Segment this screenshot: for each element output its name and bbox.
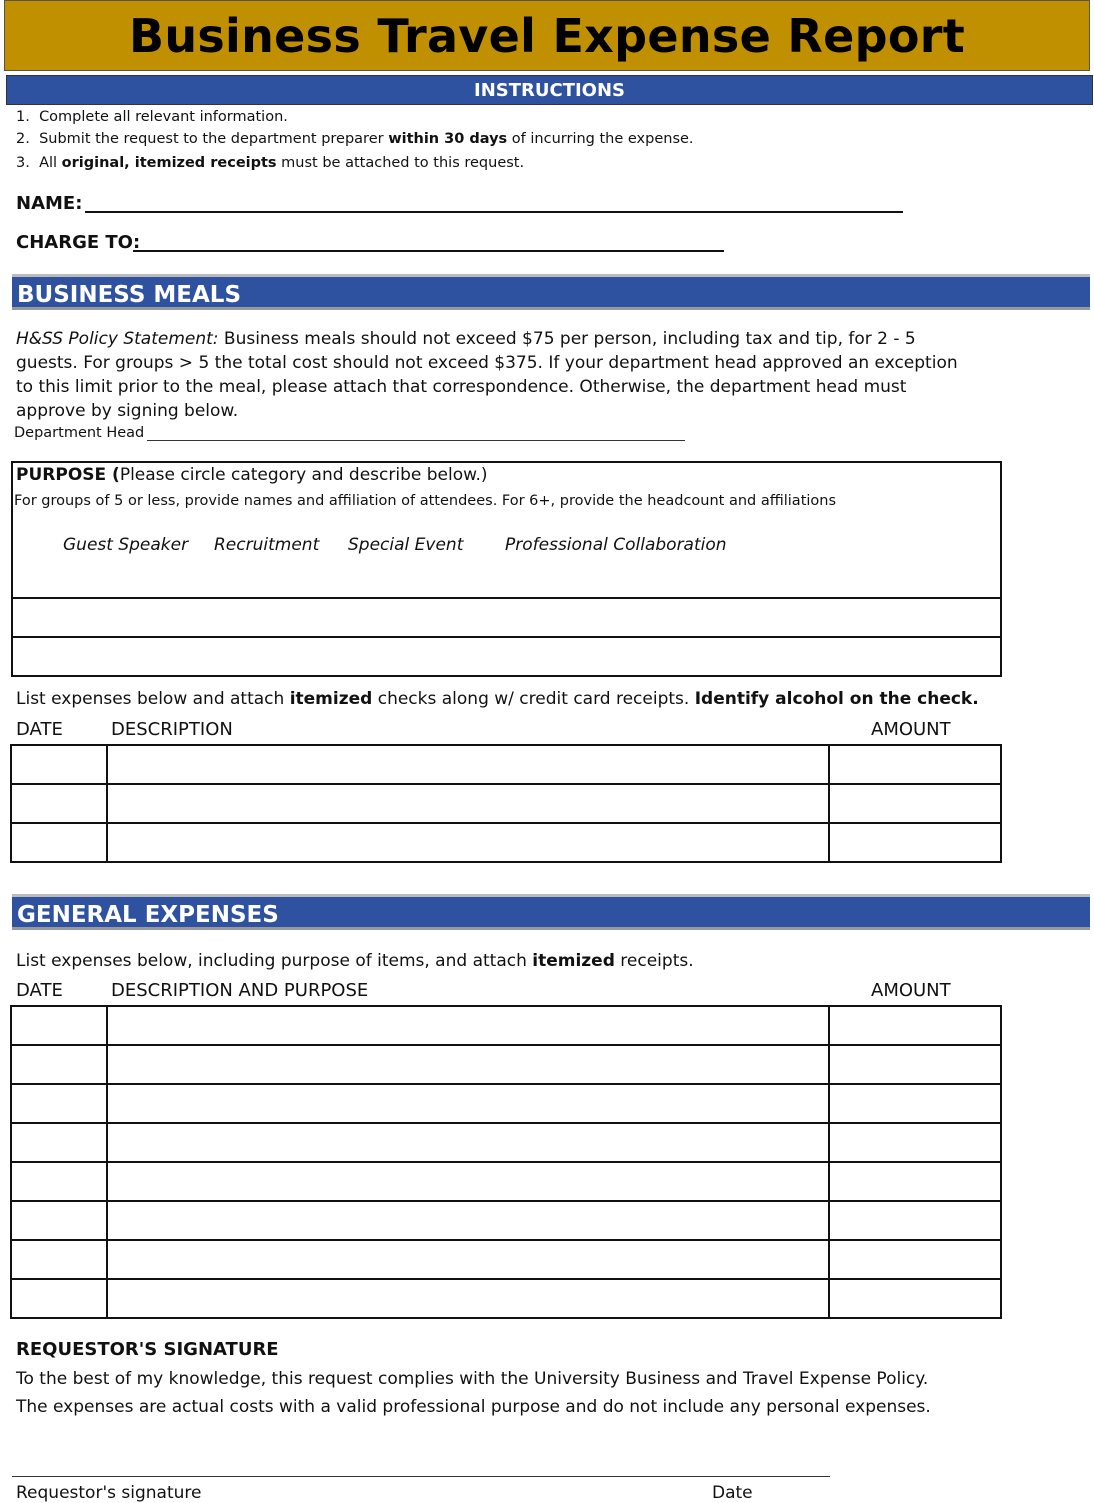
table-row: [11, 1240, 1001, 1279]
amount-cell[interactable]: [829, 823, 1001, 862]
instruction-text: of incurring the expense.: [507, 131, 694, 147]
date-cell[interactable]: [11, 1045, 107, 1084]
table-row: [11, 745, 1001, 784]
text-emphasis: Identify alcohol on the check.: [694, 689, 979, 709]
requestor-signature-label: Requestor's signature: [16, 1483, 202, 1503]
description-cell[interactable]: [107, 784, 829, 823]
instruction-item-3: [16, 155, 524, 171]
description-cell[interactable]: [107, 745, 829, 784]
date-cell[interactable]: [11, 1084, 107, 1123]
table-row: [11, 1123, 1001, 1162]
instruction-text: Submit the request to the department preparer: [39, 131, 389, 147]
table-row: [11, 1201, 1001, 1240]
instruction-text: Complete all relevant information.: [39, 109, 288, 125]
instruction-number: 3.: [16, 155, 30, 171]
meals-col-description: DESCRIPTION: [111, 719, 233, 740]
date-cell[interactable]: [11, 1240, 107, 1279]
text: receipts.: [614, 951, 694, 971]
department-head-signature-line[interactable]: [147, 440, 685, 441]
report-title: Business Travel Expense Report: [128, 9, 966, 63]
signature-line[interactable]: [12, 1476, 830, 1477]
policy-label: H&SS Policy Statement:: [16, 329, 219, 349]
amount-cell[interactable]: [829, 1084, 1001, 1123]
general-col-description: DESCRIPTION AND PURPOSE: [111, 980, 369, 1001]
purpose-row-divider: [11, 636, 1002, 638]
purpose-row-divider: [11, 597, 1002, 599]
instruction-emphasis: within 30 days: [388, 131, 508, 147]
business-meals-header: BUSINESS MEALS: [12, 274, 1090, 310]
purpose-label: PURPOSE (: [16, 465, 120, 485]
purpose-instruction: Please circle category and describe below.): [119, 465, 488, 485]
description-cell[interactable]: [107, 1006, 829, 1045]
signature-statement-2: The expenses are actual costs with a valid professional purpose and do not include any personal expenses.: [16, 1397, 931, 1417]
report-title-bar: [4, 0, 1090, 71]
text-emphasis: itemized: [532, 951, 615, 971]
meals-list-instruction: [16, 689, 979, 709]
table-row: [11, 1045, 1001, 1084]
date-cell[interactable]: [11, 1201, 107, 1240]
meals-expense-table: [10, 744, 1002, 863]
instruction-number: 1.: [16, 109, 30, 125]
text: List expenses below and attach: [16, 689, 290, 709]
amount-cell[interactable]: [829, 745, 1001, 784]
requestor-signature-heading: REQUESTOR'S SIGNATURE: [16, 1339, 279, 1360]
date-cell[interactable]: [11, 1279, 107, 1318]
amount-cell[interactable]: [829, 1006, 1001, 1045]
description-cell[interactable]: [107, 823, 829, 862]
general-col-amount: AMOUNT: [871, 980, 951, 1001]
signature-statement-1: To the best of my knowledge, this request complies with the University Business and Travel Expense Policy.: [16, 1369, 929, 1389]
instruction-item-2: [16, 131, 694, 147]
description-cell[interactable]: [107, 1045, 829, 1084]
meals-col-date: DATE: [16, 719, 63, 740]
charge-to-label: CHARGE TO:: [16, 232, 141, 253]
description-cell[interactable]: [107, 1201, 829, 1240]
description-cell[interactable]: [107, 1240, 829, 1279]
description-cell[interactable]: [107, 1123, 829, 1162]
date-cell[interactable]: [11, 745, 107, 784]
purpose-note: For groups of 5 or less, provide names and affiliation of attendees. For 6+, provide the headcount and affiliations: [14, 493, 837, 509]
charge-to-field-line[interactable]: [133, 250, 724, 252]
text: checks along w/ credit card receipts.: [372, 689, 695, 709]
general-list-instruction: [16, 951, 694, 971]
category-professional-collaboration[interactable]: Professional Collaboration: [505, 535, 727, 555]
description-cell[interactable]: [107, 1084, 829, 1123]
policy-statement: [16, 327, 976, 423]
date-cell[interactable]: [11, 823, 107, 862]
date-cell[interactable]: [11, 1123, 107, 1162]
instructions-header: INSTRUCTIONS: [6, 75, 1093, 105]
amount-cell[interactable]: [829, 1279, 1001, 1318]
name-field-line[interactable]: [85, 211, 903, 213]
instruction-item-1: [16, 109, 288, 125]
table-row: [11, 1279, 1001, 1318]
table-row: [11, 1162, 1001, 1201]
general-col-date: DATE: [16, 980, 63, 1001]
text-emphasis: itemized: [289, 689, 373, 709]
table-row: [11, 823, 1001, 862]
category-recruitment[interactable]: Recruitment: [214, 535, 320, 555]
date-cell[interactable]: [11, 1162, 107, 1201]
general-expenses-header: GENERAL EXPENSES: [12, 894, 1090, 930]
table-row: [11, 1084, 1001, 1123]
instruction-text: must be attached to this request.: [276, 155, 525, 171]
amount-cell[interactable]: [829, 1240, 1001, 1279]
policy-text: Business meals should not exceed $75 per person, including tax and tip, for 2 - 5 guests. For groups > 5 the total cost should not exceed $375. If your department head approved an exception to this limit prior to the meal, please attach that correspondence. Otherwise, the department head must approve by signing below.: [16, 329, 958, 421]
instruction-text: All: [39, 155, 62, 171]
category-guest-speaker[interactable]: Guest Speaker: [63, 535, 189, 555]
instruction-number: 2.: [16, 131, 30, 147]
general-expense-table: [10, 1005, 1002, 1319]
purpose-heading: [16, 465, 488, 485]
amount-cell[interactable]: [829, 1201, 1001, 1240]
text: List expenses below, including purpose of items, and attach: [16, 951, 533, 971]
category-special-event[interactable]: Special Event: [348, 535, 464, 555]
name-label: NAME:: [16, 193, 83, 214]
department-head-label: Department Head: [14, 425, 145, 441]
amount-cell[interactable]: [829, 1123, 1001, 1162]
amount-cell[interactable]: [829, 1162, 1001, 1201]
date-cell[interactable]: [11, 784, 107, 823]
instruction-emphasis: original, itemized receipts: [61, 155, 277, 171]
date-cell[interactable]: [11, 1006, 107, 1045]
signature-date-label: Date: [712, 1483, 753, 1503]
amount-cell[interactable]: [829, 784, 1001, 823]
description-cell[interactable]: [107, 1162, 829, 1201]
table-row: [11, 784, 1001, 823]
description-cell[interactable]: [107, 1279, 829, 1318]
meals-col-amount: AMOUNT: [871, 719, 951, 740]
table-row: [11, 1006, 1001, 1045]
amount-cell[interactable]: [829, 1045, 1001, 1084]
